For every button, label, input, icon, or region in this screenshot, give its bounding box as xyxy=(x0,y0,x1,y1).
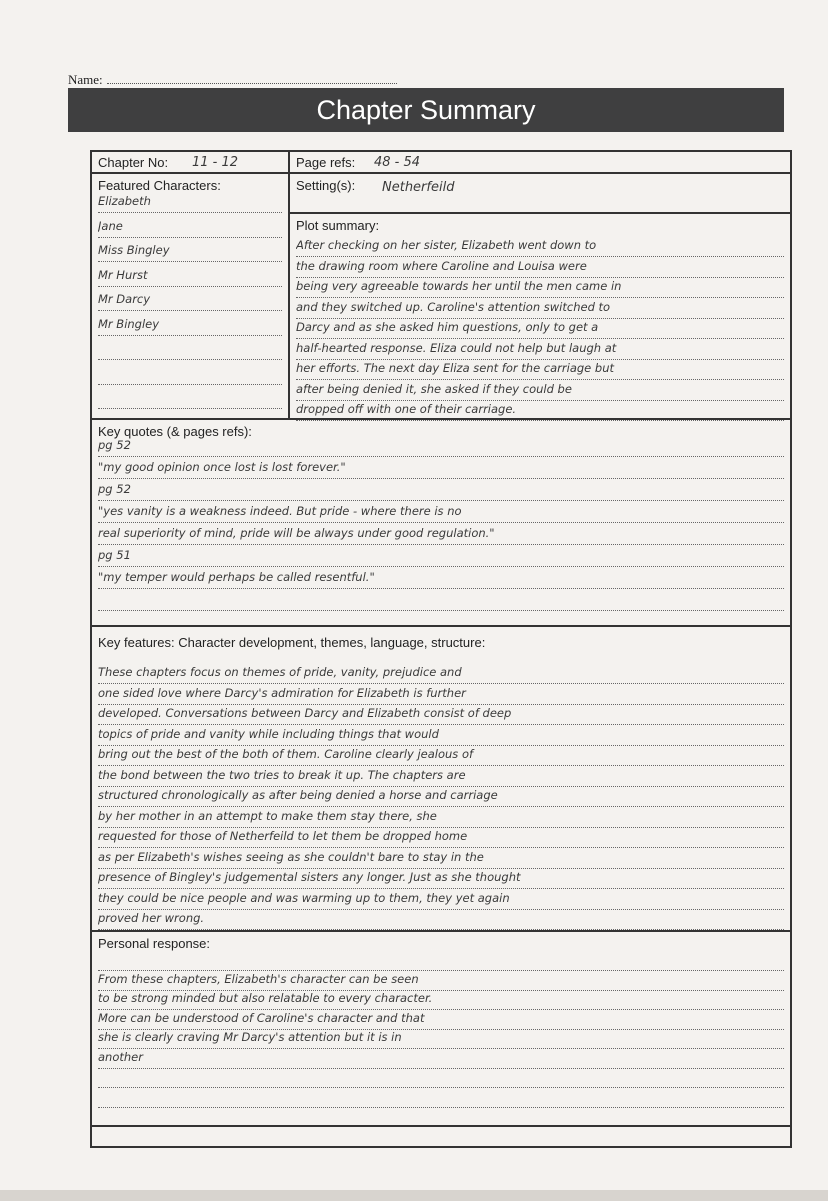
handwritten-line: Jane xyxy=(98,219,282,238)
handwritten-line: as per Elizabeth's wishes seeing as she couldn't bare to stay in the xyxy=(98,850,784,869)
handwritten-line xyxy=(98,341,282,360)
handwritten-line: requested for those of Netherfeild to let them be dropped home xyxy=(98,829,784,848)
handwritten-line: Mr Bingley xyxy=(98,317,282,336)
handwritten-line: and they switched up. Caroline's attention switched to xyxy=(296,300,784,319)
page-refs-label: Page refs: xyxy=(296,155,356,170)
handwritten-line: Darcy and as she asked him questions, only to get a xyxy=(296,320,784,339)
handwritten-line: Elizabeth xyxy=(98,194,282,213)
handwritten-line: after being denied it, she asked if they could be xyxy=(296,382,784,401)
quotes-cell xyxy=(91,419,791,626)
handwritten-line: one sided love where Darcy's admiration for Elizabeth is further xyxy=(98,686,784,705)
handwritten-line: From these chapters, Elizabeth's character can be seen xyxy=(98,972,784,991)
handwritten-line: "my good opinion once lost is lost forever." xyxy=(98,460,784,479)
quotes-label: Key quotes (& pages refs): xyxy=(98,424,252,439)
handwritten-line: to be strong minded but also relatable to every character. xyxy=(98,991,784,1010)
handwritten-line: bring out the best of the both of them. Caroline clearly jealous of xyxy=(98,747,784,766)
handwritten-line: These chapters focus on themes of pride, vanity, prejudice and xyxy=(98,665,784,684)
handwritten-line: the bond between the two tries to break it up. The chapters are xyxy=(98,768,784,787)
handwritten-line: real superiority of mind, pride will be always under good regulation." xyxy=(98,526,784,545)
handwritten-line: dropped off with one of their carriage. xyxy=(296,402,784,421)
page-refs-value: 48 - 54 xyxy=(374,155,421,170)
name-label: Name: xyxy=(68,72,103,87)
characters-label: Featured Characters: xyxy=(98,178,221,193)
handwritten-line: Miss Bingley xyxy=(98,243,282,262)
handwritten-line: More can be understood of Caroline's character and that xyxy=(98,1011,784,1030)
handwritten-line: pg 52 xyxy=(98,482,784,501)
handwritten-line xyxy=(98,390,282,409)
name-field xyxy=(68,72,397,88)
handwritten-line: her efforts. The next day Eliza sent for the carriage but xyxy=(296,361,784,380)
setting-cell xyxy=(289,173,791,213)
handwritten-line: by her mother in an attempt to make them stay there, she xyxy=(98,809,784,828)
handwritten-line: pg 52 xyxy=(98,438,784,457)
handwritten-line: structured chronologically as after being denied a horse and carriage xyxy=(98,788,784,807)
handwritten-line: another xyxy=(98,1050,784,1069)
handwritten-line: presence of Bingley's judgemental sisters any longer. Just as she thought xyxy=(98,870,784,889)
handwritten-line: half-hearted response. Eliza could not help but laugh at xyxy=(296,341,784,360)
handwritten-line: the drawing room where Caroline and Louisa were xyxy=(296,259,784,278)
handwritten-line: being very agreeable towards her until the men came in xyxy=(296,279,784,298)
handwritten-line xyxy=(98,952,784,971)
handwritten-line: "yes vanity is a weakness indeed. But pride - where there is no xyxy=(98,504,784,523)
characters-cell xyxy=(91,173,289,419)
handwritten-line: proved her wrong. xyxy=(98,911,784,930)
features-cell xyxy=(91,626,791,931)
handwritten-line: they could be nice people and was warming up to them, they yet again xyxy=(98,891,784,910)
features-label: Key features: Character development, themes, language, structure: xyxy=(98,635,486,650)
setting-label: Setting(s): xyxy=(296,178,356,193)
plot-label: Plot summary: xyxy=(296,218,380,233)
handwritten-line xyxy=(98,592,784,611)
page-title: Chapter Summary xyxy=(68,88,784,132)
handwritten-line xyxy=(98,1089,784,1108)
handwritten-line: topics of pride and vanity while including things that would xyxy=(98,727,784,746)
plot-cell xyxy=(289,213,791,419)
chapter-value: 11 - 12 xyxy=(192,155,239,170)
handwritten-line: developed. Conversations between Darcy and Elizabeth consist of deep xyxy=(98,706,784,725)
chapter-label: Chapter No: xyxy=(98,155,169,170)
handwritten-line: Mr Darcy xyxy=(98,292,282,311)
handwritten-line: Mr Hurst xyxy=(98,268,282,287)
handwritten-line xyxy=(98,1069,784,1088)
response-label: Personal response: xyxy=(98,936,211,951)
chapter-cell xyxy=(91,151,289,173)
handwritten-line: she is clearly craving Mr Darcy's attention but it is in xyxy=(98,1030,784,1049)
summary-table xyxy=(90,150,792,1148)
handwritten-line xyxy=(98,366,282,385)
response-cell xyxy=(91,931,791,1126)
handwritten-line: "my temper would perhaps be called resentful." xyxy=(98,570,784,589)
handwritten-line: pg 51 xyxy=(98,548,784,567)
blank-row xyxy=(91,1126,791,1147)
handwritten-line: After checking on her sister, Elizabeth went down to xyxy=(296,238,784,257)
page-refs-cell xyxy=(289,151,791,173)
setting-value: Netherfeild xyxy=(382,180,455,195)
